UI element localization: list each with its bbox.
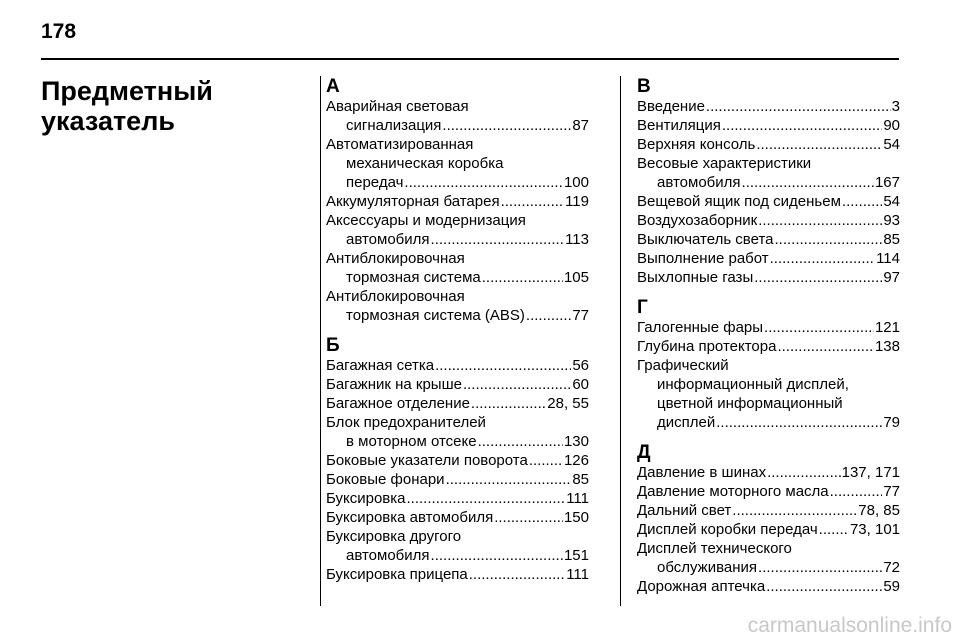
page-reference[interactable]: 73, 101: [849, 521, 900, 538]
index-entry-text: Багажник на крыше: [326, 376, 462, 393]
index-entry-text: Вентиляция: [637, 117, 721, 134]
index-entry-text: Антиблокировочная: [326, 288, 465, 305]
dot-leader: [842, 192, 882, 211]
page-reference[interactable]: 150: [563, 509, 589, 526]
index-letter-heading: В: [637, 76, 651, 97]
index-entry[interactable]: [637, 97, 900, 116]
index-entry-text: Давление моторного масла: [637, 483, 829, 500]
page-reference[interactable]: 78, 85: [858, 502, 900, 519]
section-title: [41, 76, 311, 136]
index-entry[interactable]: [326, 249, 589, 287]
dot-leader: [404, 173, 563, 192]
index-entry[interactable]: [637, 116, 900, 135]
index-entry-text: автомобиля: [346, 547, 430, 564]
index-entry-text: автомобиля: [657, 174, 741, 191]
page-reference[interactable]: 111: [566, 566, 589, 583]
dot-leader: [777, 337, 874, 356]
index-entry-text: Верхняя консоль: [637, 136, 756, 153]
page-reference[interactable]: 93: [883, 212, 900, 229]
page-reference[interactable]: 130: [563, 433, 589, 450]
index-entry-text: Глубина протектора: [637, 338, 777, 355]
page-reference[interactable]: 85: [883, 231, 900, 248]
index-entry[interactable]: [326, 489, 589, 508]
dot-leader: [758, 558, 882, 577]
page-reference[interactable]: 90: [883, 117, 900, 134]
dot-leader: [407, 489, 566, 508]
dot-leader: [775, 230, 883, 249]
page-reference[interactable]: 151: [563, 547, 589, 564]
page-reference[interactable]: 105: [563, 269, 589, 286]
dot-leader: [756, 135, 882, 154]
section-title-line: указатель: [41, 106, 175, 136]
dot-leader: [482, 268, 563, 287]
index-entry-text: Давление в шинах: [637, 464, 767, 481]
index-entry-text: Боковые фонари: [326, 471, 445, 488]
page-reference[interactable]: 60: [572, 376, 589, 393]
index-entry-text: Воздухозаборник: [637, 212, 758, 229]
index-entry-text: Аварийная световая: [326, 98, 469, 115]
page-reference[interactable]: 77: [572, 307, 589, 324]
index-entry[interactable]: [637, 356, 900, 432]
page-reference[interactable]: 138: [874, 338, 900, 355]
page-reference[interactable]: 72: [883, 559, 900, 576]
watermark: carmanualsonline.info: [747, 614, 952, 637]
dot-leader: [830, 482, 883, 501]
index-entry-text: дисплей: [657, 414, 716, 431]
dot-leader: [471, 394, 546, 413]
index-entry-text: Графический: [637, 357, 729, 374]
dot-leader: [463, 375, 571, 394]
index-entry[interactable]: [326, 394, 589, 413]
index-entry[interactable]: [637, 211, 900, 230]
dot-leader: [732, 501, 857, 520]
dot-leader: [754, 268, 882, 287]
page-reference[interactable]: 167: [874, 174, 900, 191]
index-entry-text: Боковые указатели поворота: [326, 452, 528, 469]
index-entry-text: в моторном отсеке: [346, 433, 477, 450]
page-reference[interactable]: 119: [565, 193, 589, 210]
index-entry[interactable]: [326, 413, 589, 451]
index-entry-text: Выхлопные газы: [637, 269, 754, 286]
index-entry-text: Аксессуары и модернизация: [326, 212, 526, 229]
index-entry-text: Антиблокировочная: [326, 250, 465, 267]
dot-leader: [431, 546, 563, 565]
dot-leader: [706, 97, 891, 116]
index-entry[interactable]: [637, 192, 900, 211]
index-entry[interactable]: [637, 539, 900, 577]
header-rule: [41, 58, 899, 60]
index-entry[interactable]: [637, 135, 900, 154]
page-reference[interactable]: 126: [563, 452, 589, 469]
index-entry-text: Дисплей коробки передач: [637, 521, 818, 538]
dot-leader: [742, 173, 874, 192]
index-entry-text: Вещевой ящик под сиденьем: [637, 193, 841, 210]
index-entry-text: сигнализация: [346, 117, 442, 134]
dot-leader: [435, 356, 571, 375]
index-entry[interactable]: [326, 97, 589, 135]
dot-leader: [478, 432, 563, 451]
index-entry-text: Буксировка другого: [326, 528, 462, 545]
dot-leader: [494, 508, 563, 527]
dot-leader: [770, 249, 875, 268]
page-reference[interactable]: 85: [572, 471, 589, 488]
index-entry[interactable]: [637, 318, 900, 337]
index-entry[interactable]: [326, 565, 589, 584]
index-entry[interactable]: [326, 287, 589, 325]
index-entry-text: цветной информационный: [657, 395, 843, 412]
page-reference[interactable]: 77: [883, 483, 900, 500]
index-letter-heading: Д: [637, 442, 651, 463]
index-entry[interactable]: [326, 527, 589, 565]
index-entry[interactable]: [326, 451, 589, 470]
page-reference[interactable]: 114: [876, 250, 900, 267]
dot-leader: [722, 116, 882, 135]
index-entry-text: Выключатель света: [637, 231, 774, 248]
index-entry[interactable]: [637, 230, 900, 249]
index-entry[interactable]: [637, 268, 900, 287]
dot-leader: [529, 451, 563, 470]
index-entry[interactable]: [326, 192, 589, 211]
index-entry-text: передач: [346, 174, 404, 191]
index-entry-text: механическая коробка: [346, 155, 504, 172]
index-entry[interactable]: [326, 356, 589, 375]
index-entry-text: Галогенные фары: [637, 319, 764, 336]
index-entry[interactable]: [326, 135, 589, 192]
index-entry-text: автомобиля: [346, 231, 430, 248]
index-entry-text: обслуживания: [657, 559, 758, 576]
dot-leader: [446, 470, 572, 489]
page-reference[interactable]: 97: [883, 269, 900, 286]
index-entry-text: тормозная система: [346, 269, 481, 286]
index-entry-text: Багажное отделение: [326, 395, 470, 412]
page-number: 178: [41, 20, 77, 43]
column-divider: [320, 76, 321, 606]
index-entry-text: Дорожная аптечка: [637, 578, 766, 595]
dot-leader: [716, 413, 882, 432]
index-entry[interactable]: [637, 577, 900, 596]
index-entry[interactable]: [637, 520, 900, 539]
page-reference[interactable]: 3: [891, 98, 900, 115]
index-letter-heading: Г: [637, 297, 648, 318]
index-entry-text: Дальний свет: [637, 502, 732, 519]
dot-leader: [767, 463, 841, 482]
page-reference[interactable]: 100: [563, 174, 589, 191]
index-entry[interactable]: [637, 249, 900, 268]
index-entry-text: Буксировка прицепа: [326, 566, 468, 583]
page-reference[interactable]: 54: [883, 136, 900, 153]
dot-leader: [758, 211, 882, 230]
dot-leader: [469, 565, 565, 584]
index-entry-text: Буксировка автомобиля: [326, 509, 494, 526]
index-letter-heading: А: [326, 76, 340, 97]
index-entry[interactable]: [326, 470, 589, 489]
index-letter-heading: Б: [326, 335, 340, 356]
dot-leader: [526, 306, 571, 325]
index-entry-text: Автоматизированная: [326, 136, 474, 153]
index-column-1: [326, 76, 589, 584]
index-entry[interactable]: [637, 482, 900, 501]
index-entry[interactable]: [637, 501, 900, 520]
index-entry[interactable]: [326, 211, 589, 249]
index-entry-text: Выполнение работ: [637, 250, 769, 267]
dot-leader: [501, 192, 565, 211]
page-reference[interactable]: 87: [572, 117, 589, 134]
dot-leader: [819, 520, 849, 539]
index-entry-text: Весовые характеристики: [637, 155, 812, 172]
index-column-2: [637, 76, 900, 596]
index-entry[interactable]: [326, 375, 589, 394]
page-reference[interactable]: 54: [883, 193, 900, 210]
page-reference[interactable]: 56: [572, 357, 589, 374]
index-entry[interactable]: [637, 463, 900, 482]
index-entry-text: Буксировка: [326, 490, 406, 507]
page-reference[interactable]: 79: [883, 414, 900, 431]
page-reference[interactable]: 121: [874, 319, 900, 336]
dot-leader: [766, 577, 882, 596]
section-title-line: Предметный: [41, 76, 213, 106]
page-reference[interactable]: 59: [883, 578, 900, 595]
index-entry-text: Введение: [637, 98, 705, 115]
page-reference[interactable]: 111: [566, 490, 589, 507]
dot-leader: [442, 116, 571, 135]
index-entry[interactable]: [326, 508, 589, 527]
index-entry-text: информационный дисплей,: [657, 376, 849, 393]
index-entry-text: Дисплей технического: [637, 540, 792, 557]
dot-leader: [431, 230, 565, 249]
page-reference[interactable]: 28, 55: [547, 395, 589, 412]
index-entry-text: Аккумуляторная батарея: [326, 193, 500, 210]
index-entry-text: Багажная сетка: [326, 357, 435, 374]
index-entry-text: тормозная система (ABS): [346, 307, 525, 324]
index-entry-text: Блок предохранителей: [326, 414, 486, 431]
page-reference[interactable]: 113: [565, 231, 589, 248]
column-divider: [620, 76, 621, 606]
index-entry[interactable]: [637, 154, 900, 192]
dot-leader: [764, 318, 874, 337]
page-reference[interactable]: 137, 171: [841, 464, 900, 481]
index-entry[interactable]: [637, 337, 900, 356]
